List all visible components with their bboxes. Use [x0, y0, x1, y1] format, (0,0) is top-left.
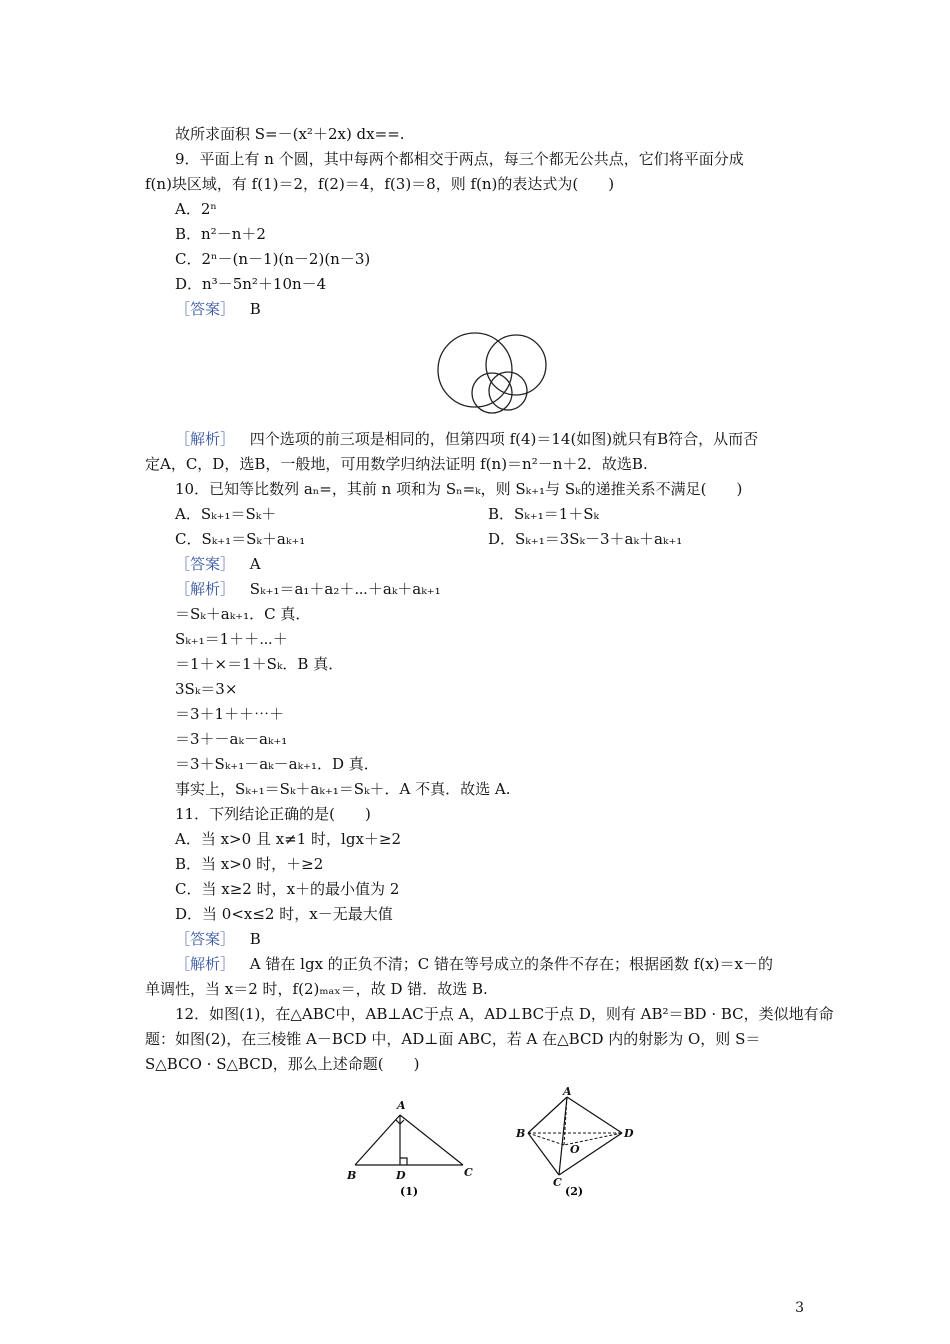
q10-explanation-line7: ＝3＋－aₖ－aₖ₊₁: [175, 730, 288, 748]
q10-option-c: C．Sₖ₊₁＝Sₖ＋aₖ₊₁: [175, 530, 306, 548]
q10-explanation-line1: [175, 579, 441, 599]
circle-large-right: [486, 335, 546, 395]
q11-answer: [175, 929, 261, 949]
q10-option-b: B．Sₖ₊₁＝1＋Sₖ: [488, 505, 599, 523]
q9-stem-line1: 9．平面上有 n 个圆，其中每两个都相交于两点，每三个都无公共点，它们将平面分成: [175, 150, 744, 168]
q10-explanation-line5: 3Sₖ＝3×: [175, 680, 238, 698]
page-number: 3: [795, 1300, 804, 1316]
segment-bo: [528, 1133, 564, 1145]
q9-option-d: D．n³－5n²＋10n－4: [175, 275, 327, 293]
circle-large-left: [438, 333, 512, 407]
answer-value: A: [249, 555, 261, 573]
right-angle-mark-d: [400, 1158, 407, 1165]
q10-explanation-line4: ＝1＋×＝1＋Sₖ．B 真．: [175, 655, 344, 673]
triangle-figure-1: [345, 1095, 485, 1205]
label-d: D: [396, 1169, 406, 1182]
label-a: A: [397, 1099, 406, 1112]
q9-option-b: B．n²－n＋2: [175, 225, 266, 243]
explanation-text: 四个选项的前三项是相同的，但第四项 f(4)＝14(如图)就只有B符合，从而否: [249, 430, 759, 448]
area-formula-line: 故所求面积 S=－(x²＋2x) dx==.: [175, 125, 405, 143]
q9-stem-line2: f(n)块区域，有 f(1)＝2，f(2)＝4，f(3)＝8，则 f(n)的表达式为( ): [145, 175, 615, 193]
q10-explanation-line8: ＝3＋Sₖ₊₁－aₖ－aₖ₊₁．D 真．: [175, 755, 379, 773]
label-c: C: [464, 1166, 473, 1179]
answer-value: B: [249, 930, 261, 948]
q9-explanation-line1: [175, 429, 758, 449]
caption-2: (2): [565, 1185, 584, 1198]
q11-explanation-line1: [175, 954, 773, 974]
explanation-tag: ［解析］: [175, 430, 236, 448]
q12-stem-line1: 12．如图(1)，在△ABC中，AB⊥AC于点 A，AD⊥BC于点 D，则有 AB²＝BD · BC，类似地有命: [175, 1005, 834, 1023]
venn-circles-figure: [430, 325, 555, 420]
caption-1: (1): [400, 1185, 419, 1198]
q9-answer: [175, 299, 261, 319]
q10-stem: 10．已知等比数列 aₙ=，其前 n 项和为 Sₙ=ₖ，则 Sₖ₊₁与 Sₖ的递推关系不满足( ): [175, 480, 743, 498]
q11-stem: 11．下列结论正确的是( ): [175, 805, 371, 823]
q10-option-a: A．Sₖ₊₁＝Sₖ＋: [175, 505, 277, 523]
q11-option-a: A．当 x>0 且 x≠1 时，lgx＋≥2: [175, 830, 402, 848]
answer-value: B: [249, 300, 261, 318]
label-o: O: [570, 1143, 580, 1156]
q11-option-d: D．当 0<x≤2 时，x－无最大值: [175, 905, 393, 923]
explanation-tag: ［解析］: [175, 955, 236, 973]
label-b: B: [347, 1169, 357, 1182]
q9-option-a: A．2ⁿ: [175, 200, 217, 218]
q11-explanation-line2: 单调性，当 x＝2 时，f(2)ₘₐₓ＝，故 D 错．故选 B.: [145, 980, 488, 998]
q10-explanation-line2: ＝Sₖ＋aₖ₊₁．C 真．: [175, 605, 311, 623]
tetrahedron-figure-2: [512, 1085, 642, 1205]
explanation-text: Sₖ₊₁＝a₁＋a₂＋⋯＋aₖ＋aₖ₊₁: [249, 580, 441, 598]
answer-tag: ［答案］: [175, 555, 236, 573]
explanation-tag: ［解析］: [175, 580, 236, 598]
edge-ad: [567, 1097, 622, 1133]
answer-tag: ［答案］: [175, 300, 236, 318]
q11-option-b: B．当 x>0 时，＋≥2: [175, 855, 324, 873]
label-d: D: [624, 1127, 634, 1140]
side-ab: [355, 1115, 400, 1165]
q10-option-d: D．Sₖ₊₁＝3Sₖ－3＋aₖ＋aₖ₊₁: [488, 530, 683, 548]
label-b: B: [516, 1127, 526, 1140]
q11-option-c: C．当 x≥2 时，x＋的最小值为 2: [175, 880, 400, 898]
q9-option-c: C．2ⁿ－(n－1)(n－2)(n－3): [175, 250, 371, 268]
q10-answer: [175, 554, 261, 574]
edge-ab: [528, 1097, 567, 1133]
q12-stem-line2: 题：如图(2)，在三棱锥 A－BCD 中，AD⊥面 ABC，若 A 在△BCD 内的射影为 O，则 S＝: [145, 1030, 761, 1048]
q10-explanation-line9: 事实上，Sₖ₊₁＝Sₖ＋aₖ₊₁＝Sₖ＋．A 不真．故选 A.: [175, 780, 511, 798]
side-ac: [400, 1115, 463, 1165]
q10-explanation-line6: ＝3＋1＋＋⋯＋: [175, 705, 285, 723]
q9-explanation-line2: 定A，C，D，选B，一般地，可用数学归纳法证明 f(n)＝n²－n＋2．故选B.: [145, 455, 648, 473]
explanation-text: A 错在 lgx 的正负不清；C 错在等号成立的条件不存在；根据函数 f(x)＝x－的: [249, 955, 773, 973]
edge-bc: [528, 1133, 559, 1175]
label-c: C: [553, 1176, 562, 1189]
label-a: A: [563, 1085, 572, 1098]
q12-stem-line3: S△BCO · S△BCD，那么上述命题( ): [145, 1055, 420, 1073]
answer-tag: ［答案］: [175, 930, 236, 948]
q10-explanation-line3: Sₖ₊₁＝1＋＋⋯＋: [175, 630, 288, 648]
